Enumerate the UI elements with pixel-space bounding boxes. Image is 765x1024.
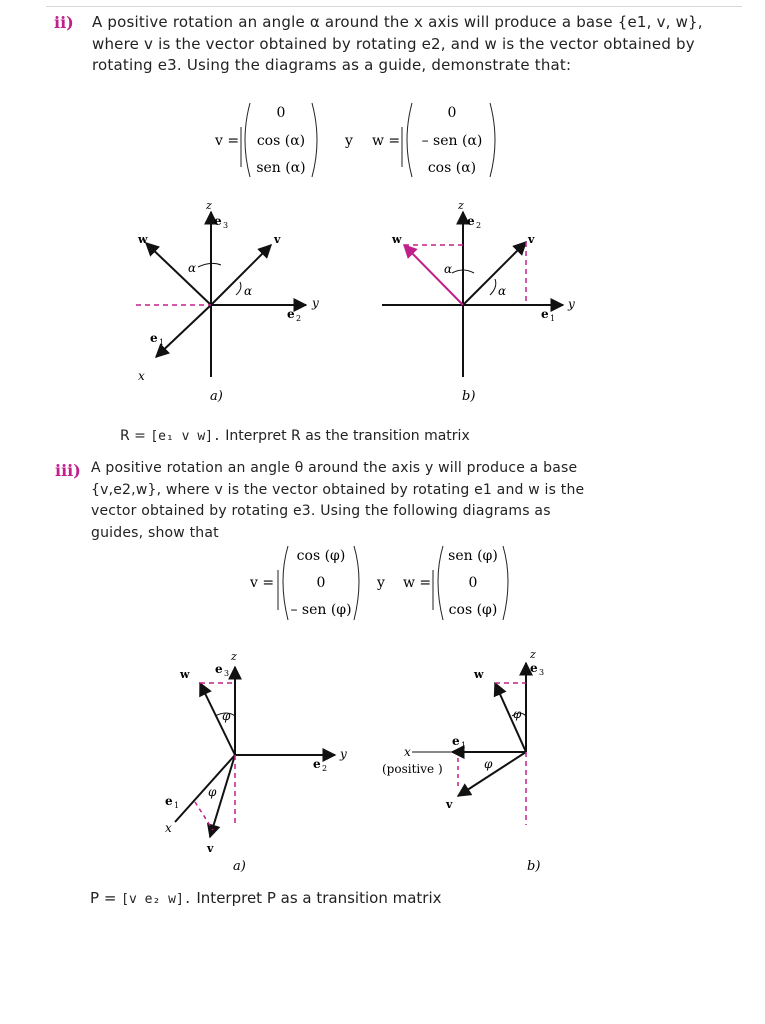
svg-text:w: w [392, 233, 402, 246]
w-entry-2: – sen (α) [421, 133, 483, 149]
svg-text:cos (φ): cos (φ) [296, 548, 346, 564]
matrix-r-line: R = [e₁ v w]. Interpret R as the transition matrix [120, 428, 470, 444]
svg-text:3: 3 [539, 668, 545, 677]
svg-text:e: e [530, 661, 538, 675]
w-entry-1: 0 [447, 105, 457, 121]
svg-text:φ: φ [222, 709, 231, 723]
svg-text:φ: φ [208, 785, 217, 799]
svg-text:y: y [312, 296, 319, 310]
v-entry-2: cos (α) [256, 133, 306, 149]
svg-text:1: 1 [159, 338, 165, 347]
svg-text:z: z [458, 199, 464, 212]
svg-text:w: w [180, 668, 190, 681]
section-iii-paragraph: A positive rotation an angle θ around the axis y will produce a base {v,e2,w}, where v is the vector obtained by rotating e1 and w is the vector obtained by rotating e3. Using the following diagrams as guides, show that [91, 460, 585, 541]
svg-text:e: e [287, 307, 295, 321]
caption-iii-b: b) [527, 859, 541, 874]
svg-text:e: e [452, 734, 460, 748]
svg-text:α: α [444, 262, 453, 276]
positive-label: (positive ) [382, 762, 443, 776]
svg-text:e: e [467, 214, 475, 228]
svg-text:1: 1 [461, 741, 467, 750]
svg-text:w: w [138, 233, 148, 246]
caption-ii-a: a) [210, 389, 223, 404]
svg-text:cos (φ): cos (φ) [448, 602, 498, 618]
svg-text:2: 2 [296, 314, 302, 323]
svg-text:z: z [206, 199, 212, 212]
svg-text:x: x [165, 821, 172, 835]
svg-text:w: w [474, 668, 484, 681]
v-entry-3: sen (α) [256, 160, 306, 176]
svg-text:v =: v = [250, 575, 275, 591]
conjunction-y: y [345, 133, 353, 149]
svg-text:1: 1 [550, 314, 556, 323]
svg-text:φ: φ [484, 757, 493, 771]
v-column-vector [214, 103, 317, 177]
v-entry-1: 0 [276, 105, 286, 121]
diagram-iii-a [165, 650, 347, 874]
svg-text:v: v [446, 798, 453, 811]
svg-text:2: 2 [476, 221, 482, 230]
caption-ii-b: b) [462, 389, 476, 404]
w-entry-3: cos (α) [427, 160, 477, 176]
section-ii-label: ii) [54, 13, 74, 32]
svg-text:e: e [150, 331, 158, 345]
svg-text:2: 2 [322, 764, 328, 773]
diagram-iii-b [382, 648, 544, 874]
svg-text:e: e [215, 662, 223, 676]
w-label: w = [372, 133, 401, 149]
caption-iii-a: a) [233, 859, 246, 874]
section-ii-figures [0, 95, 765, 425]
svg-text:3: 3 [224, 669, 230, 678]
svg-text:v: v [274, 233, 281, 246]
top-divider [46, 6, 742, 7]
svg-text:x: x [138, 369, 145, 383]
svg-text:0: 0 [468, 575, 478, 591]
svg-text:e: e [313, 757, 321, 771]
svg-text:w =: w = [403, 575, 432, 591]
svg-text:e: e [165, 794, 173, 808]
svg-text:x: x [404, 745, 411, 759]
svg-text:v: v [528, 233, 535, 246]
svg-text:φ: φ [513, 707, 522, 721]
w-column-vector [372, 103, 495, 177]
svg-text:e: e [214, 214, 222, 228]
diagram-ii-b [382, 199, 575, 404]
svg-text:z: z [530, 648, 536, 661]
svg-text:0: 0 [316, 575, 326, 591]
svg-text:z: z [231, 650, 237, 663]
diagram-ii-a [136, 199, 319, 404]
svg-text:e: e [541, 307, 549, 321]
svg-text:v: v [207, 842, 214, 855]
svg-text:y: y [568, 297, 575, 311]
svg-text:α: α [244, 284, 253, 298]
v-label: v = [215, 133, 240, 149]
w-column-vector-iii [403, 546, 508, 620]
section-iii-figures [0, 540, 765, 880]
matrix-p-line: P = [v e₂ w]. Interpret P as a transition matrix [90, 889, 442, 907]
svg-text:– sen (φ): – sen (φ) [290, 602, 352, 618]
svg-text:sen (φ): sen (φ) [448, 548, 498, 564]
svg-text:1: 1 [174, 801, 180, 810]
section-ii-paragraph: A positive rotation an angle α around the x axis will produce a base {e1, v, w}, where v is the vector obtained by rotating e2, and w is the vector obtained by rotating e3. Using the diagrams as a guide, demonstrate that: [92, 13, 703, 74]
svg-text:y: y [377, 575, 385, 591]
svg-text:3: 3 [223, 221, 229, 230]
svg-text:α: α [188, 261, 197, 275]
svg-text:α: α [498, 284, 507, 298]
section-iii-label: iii) [55, 461, 81, 480]
v-column-vector-iii [249, 546, 359, 620]
svg-text:y: y [340, 747, 347, 761]
